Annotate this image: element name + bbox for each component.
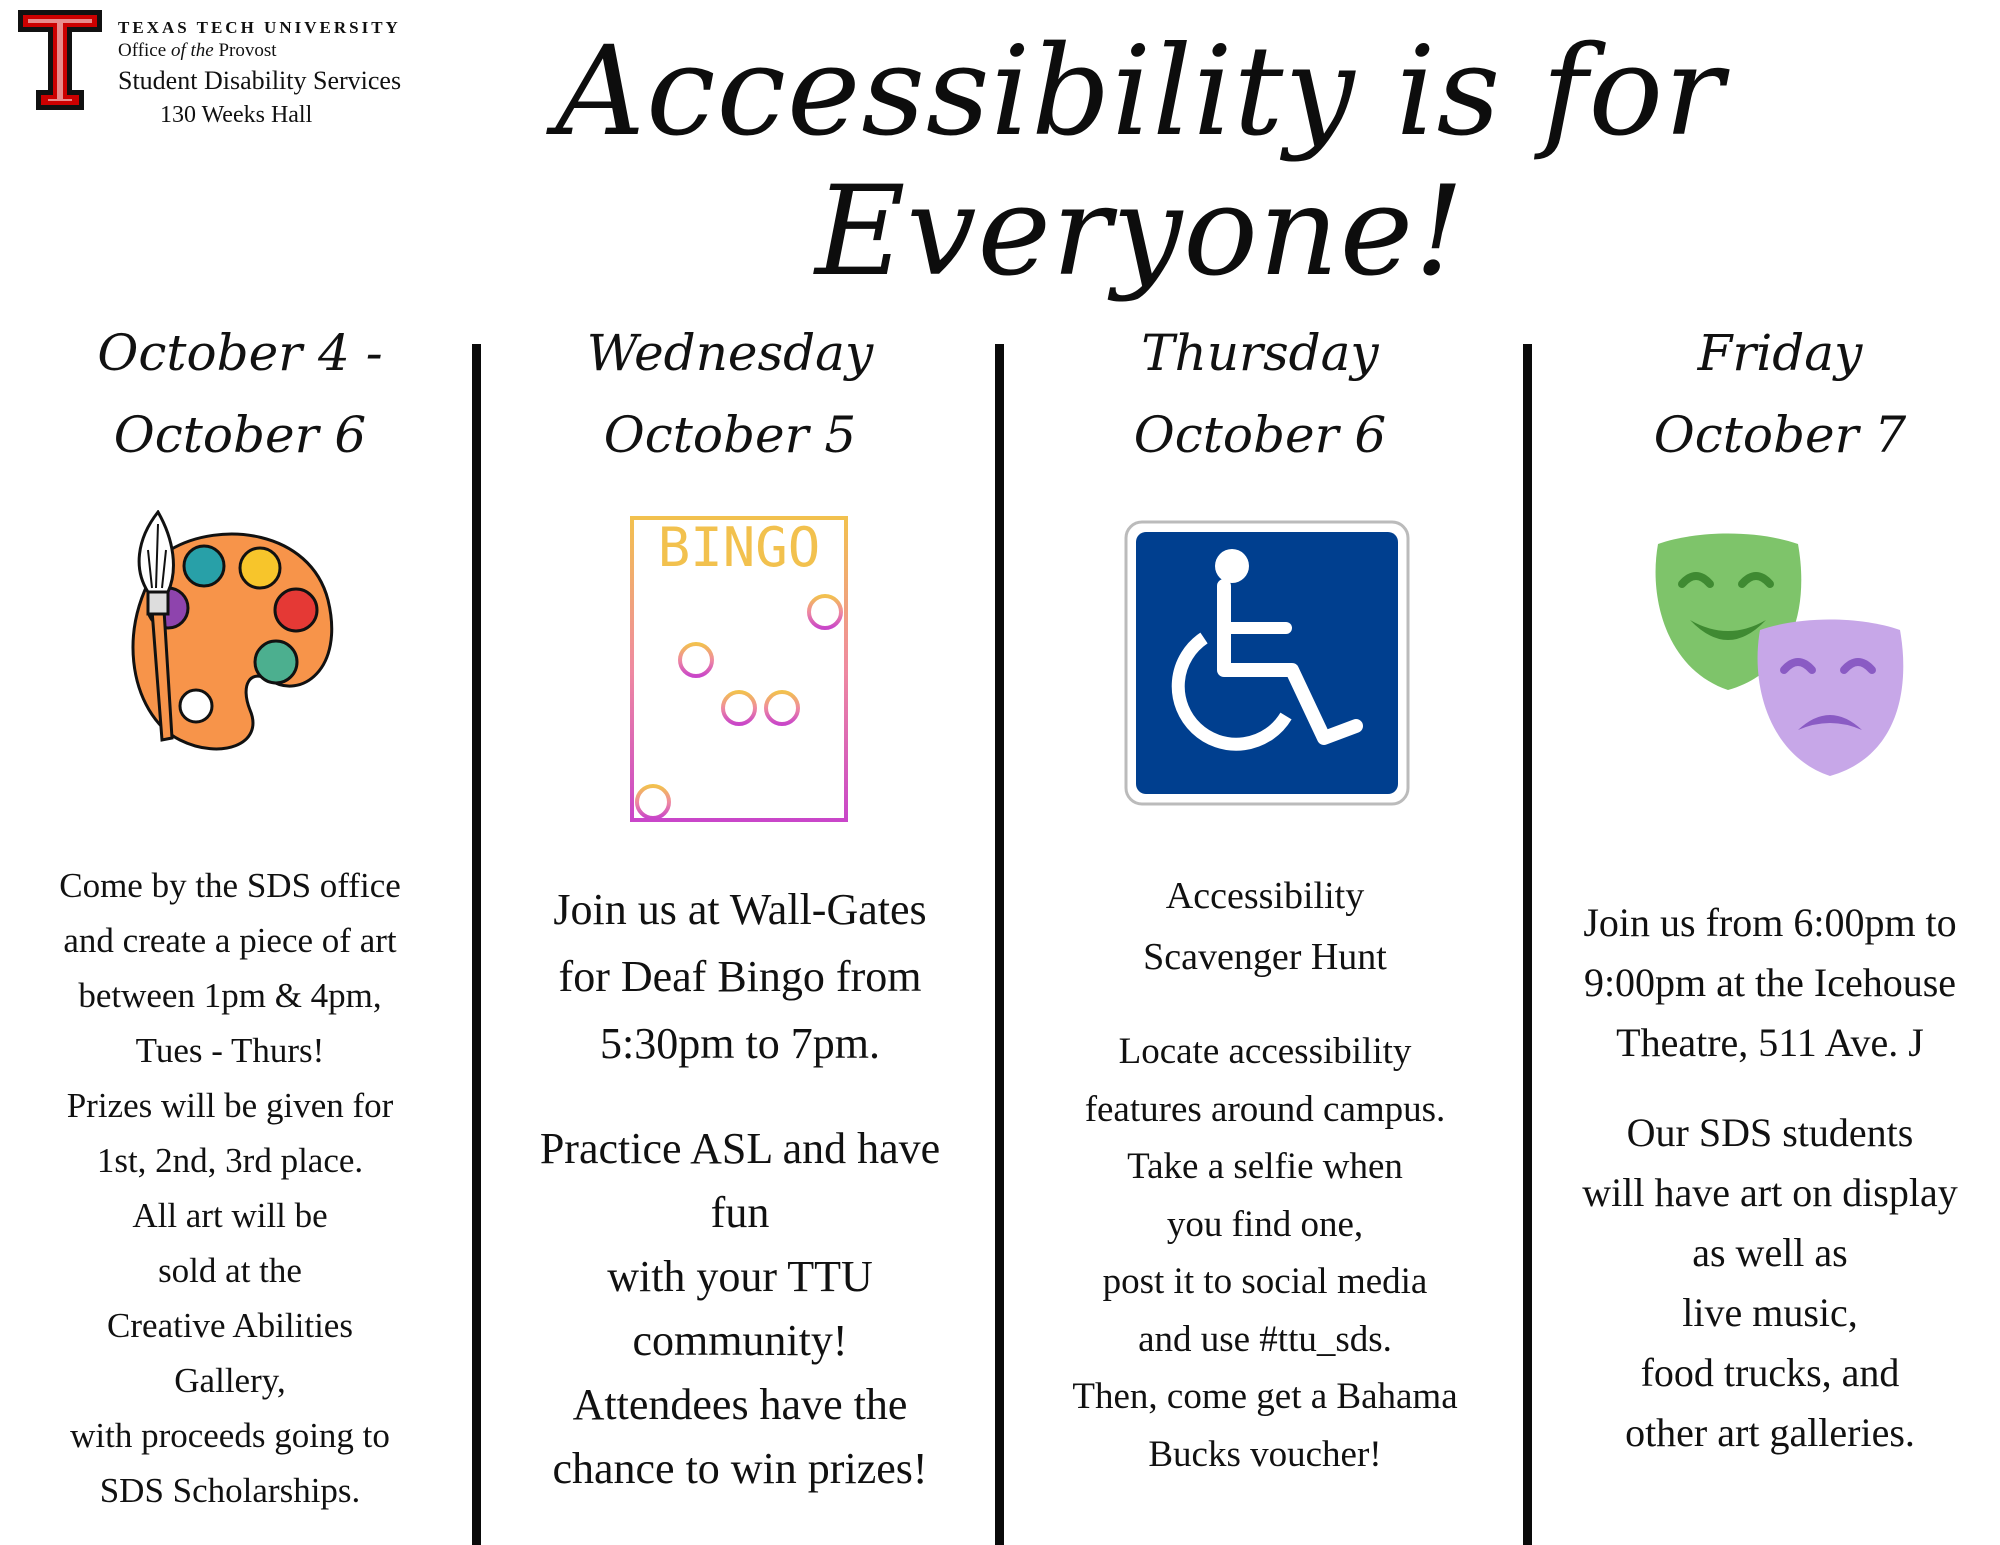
text-line: other art galleries.	[1625, 1410, 1915, 1455]
university-name: TEXAS TECH UNIVERSITY	[118, 18, 401, 37]
text-line: with your TTU	[607, 1252, 873, 1301]
text-line: you find one,	[1166, 1203, 1364, 1245]
column-2-description	[510, 876, 970, 1501]
text-line: Accessibility	[1165, 875, 1365, 917]
column-2-heading	[530, 312, 930, 476]
text-line: and use #ttu_sds.	[1138, 1318, 1392, 1360]
text-line: sold at the	[158, 1251, 302, 1290]
bingo-card-icon	[628, 514, 850, 824]
column-divider	[995, 344, 1004, 1545]
text-line: Gallery,	[174, 1361, 286, 1400]
text-line: All art will be	[132, 1196, 328, 1235]
poster-title-line-2: Everyone!	[814, 160, 1465, 304]
column-3-heading	[1060, 312, 1460, 476]
text-line: 5:30pm to 7pm.	[600, 1019, 880, 1068]
column-1-description	[20, 858, 440, 1518]
text-line: Scavenger Hunt	[1143, 936, 1387, 978]
text-line: live music,	[1682, 1290, 1858, 1335]
wheelchair-icon	[1124, 520, 1410, 806]
text-line: for Deaf Bingo from	[558, 952, 922, 1001]
department-address: 130 Weeks Hall	[160, 102, 313, 128]
text-line: Theatre, 511 Ave. J	[1616, 1020, 1924, 1065]
text-line: Prizes will be given for	[66, 1086, 394, 1125]
heading-line: October 6	[113, 406, 367, 464]
department-name: Student Disability Services	[118, 66, 402, 95]
text-line: Practice ASL and have	[539, 1124, 941, 1173]
text-line: with proceeds going to	[70, 1416, 390, 1455]
heading-line: October 6	[1133, 406, 1387, 464]
text-line: chance to win prizes!	[552, 1444, 928, 1493]
heading-line: Thursday	[1141, 324, 1379, 382]
text-line: Join us from 6:00pm to	[1583, 900, 1957, 945]
heading-line: Wednesday	[586, 324, 874, 382]
text-line: food trucks, and	[1640, 1350, 1900, 1395]
text-line: 9:00pm at the Icehouse	[1583, 960, 1957, 1005]
theater-masks-icon	[1648, 530, 1910, 790]
text-line: and create a piece of art	[63, 921, 397, 960]
poster-title-line-1: Accessibility is for	[555, 20, 1725, 164]
text-line: fun	[710, 1188, 770, 1237]
bingo-card-label: BINGO	[657, 516, 821, 579]
text-line: will have art on display	[1582, 1170, 1958, 1215]
column-divider	[472, 344, 481, 1545]
text-line: Join us at Wall-Gates	[553, 885, 927, 934]
text-line: between 1pm & 4pm,	[78, 976, 382, 1015]
text-line: Our SDS students	[1626, 1110, 1914, 1155]
office-of-the-provost: Office of the Provost	[118, 40, 277, 61]
text-line: post it to social media	[1102, 1261, 1428, 1302]
heading-line: October 4 -	[97, 324, 383, 382]
text-line: Bucks voucher!	[1148, 1433, 1382, 1475]
text-line: Creative Abilities	[107, 1306, 353, 1345]
text-line: community!	[632, 1316, 848, 1365]
text-line: SDS Scholarships.	[99, 1471, 361, 1510]
heading-line: October 7	[1653, 406, 1907, 464]
heading-line: Friday	[1697, 324, 1863, 382]
text-line: features around campus.	[1084, 1088, 1446, 1130]
column-divider	[1523, 344, 1532, 1545]
text-line: Tues - Thurs!	[135, 1031, 325, 1070]
text-line: Come by the SDS office	[59, 866, 401, 905]
texas-tech-double-t-logo	[14, 6, 106, 116]
text-line: as well as	[1692, 1230, 1848, 1275]
column-1-heading	[40, 312, 440, 476]
text-line: Attendees have the	[572, 1380, 908, 1429]
text-line: 1st, 2nd, 3rd place.	[96, 1141, 364, 1180]
text-line: Take a selfie when	[1127, 1146, 1403, 1187]
column-4-description	[1550, 893, 1990, 1463]
heading-line: October 5	[603, 406, 857, 464]
text-line: Locate accessibility	[1118, 1031, 1412, 1072]
column-3-description	[1030, 866, 1500, 1483]
column-4-heading	[1580, 312, 1980, 476]
text-line: Then, come get a Bahama	[1072, 1376, 1458, 1417]
paint-palette-icon	[100, 510, 340, 770]
